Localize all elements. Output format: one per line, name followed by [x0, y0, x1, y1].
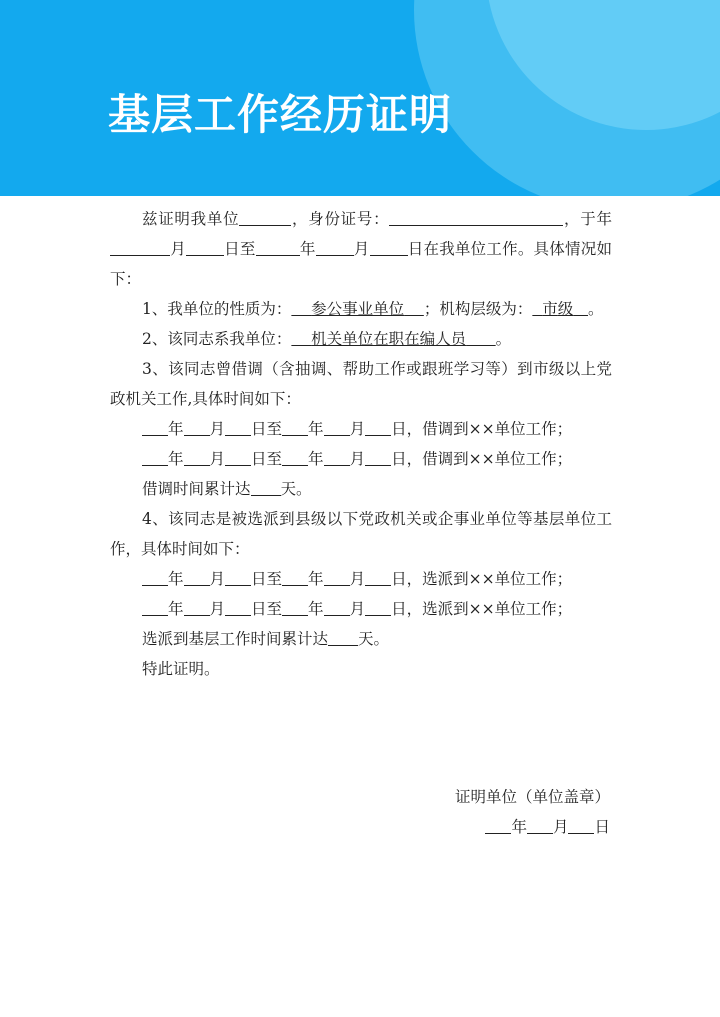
- day-label: 日: [594, 818, 610, 836]
- blank: [184, 445, 210, 466]
- item-label: 2、该同志系我单位：: [142, 330, 292, 348]
- blank: [324, 595, 350, 616]
- total-label: 选派到基层工作时间累计达: [142, 630, 329, 648]
- month-label: 月: [353, 240, 370, 258]
- year-label: 年: [168, 600, 184, 618]
- day-to-label: 日至: [251, 420, 283, 438]
- header-banner: [0, 0, 720, 196]
- day-to-label: 日至: [251, 600, 283, 618]
- unit-nature-value: [291, 300, 423, 318]
- total-label: 借调时间累计达: [142, 480, 251, 498]
- month-label: 月: [170, 240, 186, 258]
- year-label: 年: [596, 210, 612, 228]
- item-3: 3、该同志曾借调（含抽调、帮助工作或跟班学习等）到市级以上党政机关工作,具体时间如下：: [110, 360, 612, 408]
- month-label: 月: [349, 600, 366, 618]
- blank: [365, 415, 391, 436]
- blank: [184, 565, 210, 586]
- day-to-label: 日至: [251, 450, 283, 468]
- blank: [142, 595, 168, 616]
- year-blank: [256, 235, 300, 256]
- item-4: 4、该同志是被选派到县级以下党政机关或企事业单位等基层单位工作，具体时间如下：: [110, 510, 612, 558]
- unit-name-blank: [239, 205, 291, 226]
- blank: [527, 813, 553, 834]
- staff-type-text: 机关单位在职在编人员: [311, 330, 467, 348]
- blank: [225, 445, 251, 466]
- blank: [324, 415, 350, 436]
- intro-text: 兹证明我单位: [142, 210, 240, 228]
- closing-line: 特此证明。: [142, 660, 220, 678]
- secondment-text: 借调到××单位工作；: [422, 420, 573, 438]
- blank: [485, 813, 511, 834]
- year-label: 年: [168, 570, 184, 588]
- item-label: ；机构层级为：: [423, 300, 533, 318]
- period: 。: [495, 330, 512, 348]
- month-label: 月: [349, 570, 366, 588]
- blank: [282, 595, 308, 616]
- blank: [184, 595, 210, 616]
- item-1: [110, 294, 612, 324]
- secondment-text: 借调到××单位工作；: [422, 450, 573, 468]
- unit-level-text: 市: [542, 300, 558, 318]
- year-label: 年: [308, 570, 324, 588]
- month-label: 月: [209, 570, 226, 588]
- blank: [282, 415, 308, 436]
- id-label: ，身份证号：: [291, 210, 390, 228]
- sign-date: [420, 812, 610, 842]
- blank: [365, 445, 391, 466]
- item-2: [110, 324, 612, 354]
- day-blank: [370, 235, 408, 256]
- blank: [282, 565, 308, 586]
- dispatch-text: 选派到××单位工作；: [422, 600, 573, 618]
- blank: [142, 445, 168, 466]
- month-label: 月: [552, 818, 569, 836]
- certificate-body: [110, 204, 612, 684]
- intro-paragraph: [110, 204, 612, 294]
- total-unit: 天。: [358, 630, 390, 648]
- blank: [225, 595, 251, 616]
- blank: [324, 565, 350, 586]
- dispatch-text: 选派到××单位工作；: [422, 570, 573, 588]
- blank: [282, 445, 308, 466]
- issuer-label: 证明单位（单位盖章）: [454, 788, 610, 806]
- year-label: 年: [299, 240, 316, 258]
- day-label: 日，: [391, 600, 423, 618]
- blank: [365, 595, 391, 616]
- intro-text: 日在我单位工作。具体情况如下：: [110, 240, 612, 288]
- total-unit: 天。: [280, 480, 312, 498]
- blank: [365, 565, 391, 586]
- id-number-blank: [389, 205, 563, 226]
- secondment-row: [110, 414, 612, 444]
- blank: [142, 565, 168, 586]
- dispatch-row: [110, 564, 612, 594]
- blank: [184, 415, 210, 436]
- dispatch-row: [110, 594, 612, 624]
- year-label: 年: [308, 600, 324, 618]
- days-blank: [251, 475, 281, 496]
- month-label: 月: [209, 420, 226, 438]
- day-to-label: 日至: [251, 570, 283, 588]
- year-label: 年: [168, 420, 184, 438]
- year-blank: [110, 235, 170, 256]
- month-label: 月: [209, 600, 226, 618]
- dispatch-total: [110, 624, 612, 654]
- blank: [225, 415, 251, 436]
- day-to-label: 日至: [223, 240, 256, 258]
- days-blank: [328, 625, 358, 646]
- unit-level-text: 级: [557, 300, 574, 318]
- month-label: 月: [209, 450, 226, 468]
- day-label: 日，: [391, 420, 423, 438]
- item-label: 1、我单位的性质为：: [142, 300, 292, 318]
- day-label: 日，: [391, 450, 423, 468]
- month-label: 月: [349, 420, 366, 438]
- signature-block: [420, 782, 610, 842]
- year-label: 年: [168, 450, 184, 468]
- unit-level-value: [532, 300, 588, 318]
- year-label: 年: [511, 818, 527, 836]
- month-blank: [186, 235, 224, 256]
- intro-text: ，于: [563, 210, 597, 228]
- page-title: 基层工作经历证明: [108, 90, 453, 139]
- month-blank: [316, 235, 354, 256]
- year-label: 年: [308, 450, 324, 468]
- blank: [324, 445, 350, 466]
- month-label: 月: [349, 450, 366, 468]
- day-label: 日，: [391, 570, 423, 588]
- secondment-row: [110, 444, 612, 474]
- blank: [225, 565, 251, 586]
- blank: [568, 813, 594, 834]
- blank: [142, 415, 168, 436]
- year-label: 年: [308, 420, 324, 438]
- staff-type-value: [291, 330, 495, 348]
- unit-nature-text: 参公事业单位: [311, 300, 405, 318]
- period: 。: [588, 300, 604, 318]
- secondment-total: [110, 474, 612, 504]
